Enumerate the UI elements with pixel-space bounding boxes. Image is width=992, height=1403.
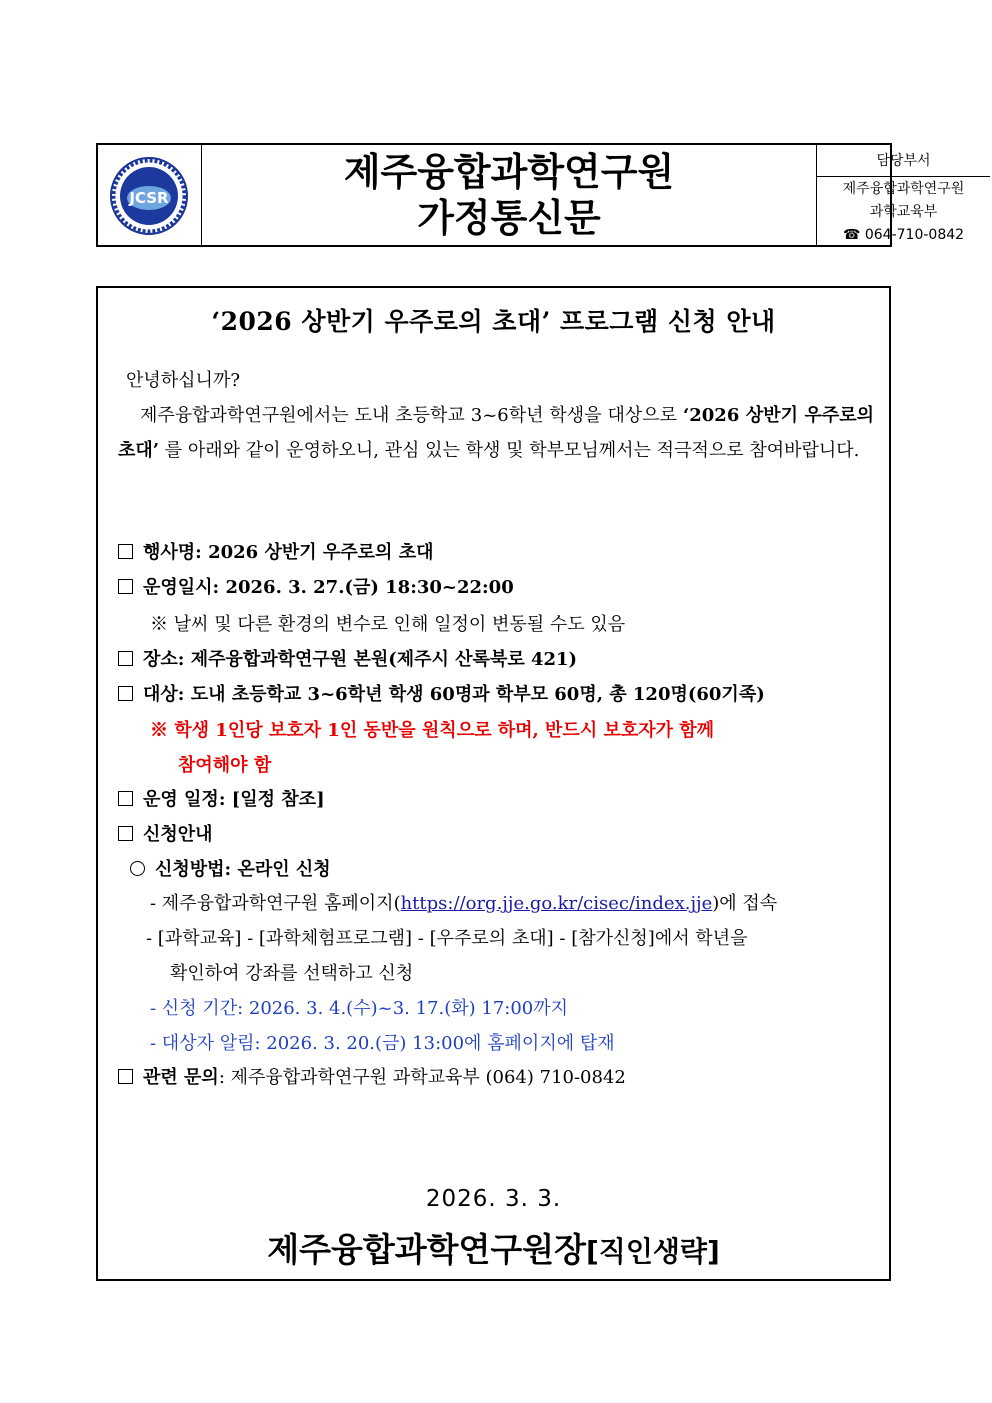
notice-title: ‘2026 상반기 우주로의 초대’ 프로그램 신청 안내 <box>211 307 776 336</box>
target-value: 도내 초등학교 3~6학년 학생 60명과 학부모 60명, 총 120명(60기족) <box>184 684 765 705</box>
checkbox-square-icon <box>118 826 133 841</box>
intro-program-name: ‘2026 상반기 우주로의 초대’ <box>118 405 874 461</box>
dept-label: 담당부서 <box>817 145 990 177</box>
signature-line <box>98 1224 889 1271</box>
checkbox-square-icon <box>118 1069 133 1084</box>
greeting: 안녕하십니까? <box>126 370 240 391</box>
homepage-link[interactable]: https://org.jje.go.kr/cisec/index.jje <box>400 893 713 914</box>
announce-date: - 대상자 알림: 2026. 3. 20.(금) 13:00에 홈페이지에 탑재 <box>150 1033 615 1054</box>
step1-pre: - 제주융합과학연구원 홈페이지( <box>150 893 401 914</box>
circle-bullet-icon <box>130 861 145 876</box>
apply-method <box>130 855 331 881</box>
checkbox-square-icon <box>118 544 133 559</box>
apply-period: - 신청 기간: 2026. 3. 4.(수)~3. 17.(화) 17:00까지 <box>150 998 569 1019</box>
method-label: 신청방법: 온라인 신청 <box>155 859 331 880</box>
svg-text:JCSR: JCSR <box>129 189 169 207</box>
datetime-label: 운영일시: <box>143 577 220 598</box>
item-datetime <box>118 573 514 599</box>
notice-box <box>96 286 891 1281</box>
dept-phone <box>817 224 990 247</box>
event-value: 2026 상반기 우주로의 초대 <box>201 542 434 563</box>
guardian-note-line2: 참여해야 함 <box>178 755 272 776</box>
place-value: 제주융합과학연구원 본원(제주시 산록북로 421) <box>184 649 578 670</box>
dept-info <box>817 177 990 247</box>
item-place <box>118 645 577 671</box>
checkbox-square-icon <box>118 791 133 806</box>
issue-date: 2026. 3. 3. <box>425 1186 562 1212</box>
contact-value: : 제주융합과학연구원 과학교육부 (064) 710-0842 <box>218 1067 626 1088</box>
dept-org: 제주융합과학연구원 <box>842 181 965 197</box>
item-target <box>118 680 765 706</box>
weather-note: ※ 날씨 및 다른 환경의 변수로 인해 일정이 변동될 수도 있음 <box>150 614 626 635</box>
intro-pre: 제주융합과학연구원에서는 도내 초등학교 3~6학년 학생을 대상으로 <box>140 405 683 426</box>
place-label: 장소: <box>143 649 185 670</box>
header-box <box>96 143 965 247</box>
dept-cell <box>816 145 990 245</box>
guardian-note-line1: ※ 학생 1인당 보호자 1인 동반을 원칙으로 하며, 반드시 보호자가 함께 <box>150 720 715 741</box>
checkbox-square-icon <box>118 651 133 666</box>
schedule-value: [일정 참조] <box>225 789 325 810</box>
doc-type: 가정통신문 <box>417 196 601 240</box>
step-1 <box>150 889 777 915</box>
org-name: 제주융합과학연구원 <box>343 150 675 194</box>
intro-post: 를 아래와 같이 운영하오니, 관심 있는 학생 및 학부모님께서는 적극적으로 참여바랍니다. <box>159 440 860 461</box>
jcsr-logo-icon <box>108 156 190 236</box>
step-2-line2: 확인하여 강좌를 선택하고 신청 <box>170 963 414 984</box>
datetime-value: 2026. 3. 27.(금) 18:30~22:00 <box>219 577 514 598</box>
seal-omitted: [직인생략] <box>585 1235 720 1268</box>
step-2-line1: - [과학교육] - [과학체험프로그램] - [우주로의 초대] - [참가신청]에서 학년을 <box>146 928 748 949</box>
apply-label: 신청안내 <box>143 824 213 845</box>
signer-title: 제주융합과학연구원장 <box>267 1230 586 1269</box>
phone-icon: ☎ <box>842 227 861 243</box>
step1-post: )에 접속 <box>712 893 778 914</box>
intro-paragraph <box>118 398 874 468</box>
logo-cell <box>98 145 202 245</box>
schedule-label: 운영 일정: <box>143 789 226 810</box>
phone-number: 064-710-0842 <box>864 227 965 243</box>
item-contact <box>118 1063 626 1089</box>
item-apply <box>118 820 213 846</box>
checkbox-square-icon <box>118 579 133 594</box>
target-label: 대상: <box>143 684 185 705</box>
item-event <box>118 538 433 564</box>
dept-name: 과학교육부 <box>869 204 938 220</box>
checkbox-square-icon <box>118 686 133 701</box>
contact-label: 관련 문의 <box>143 1067 219 1088</box>
item-schedule <box>118 785 325 811</box>
event-label: 행사명: <box>143 542 202 563</box>
header-title <box>202 145 816 245</box>
